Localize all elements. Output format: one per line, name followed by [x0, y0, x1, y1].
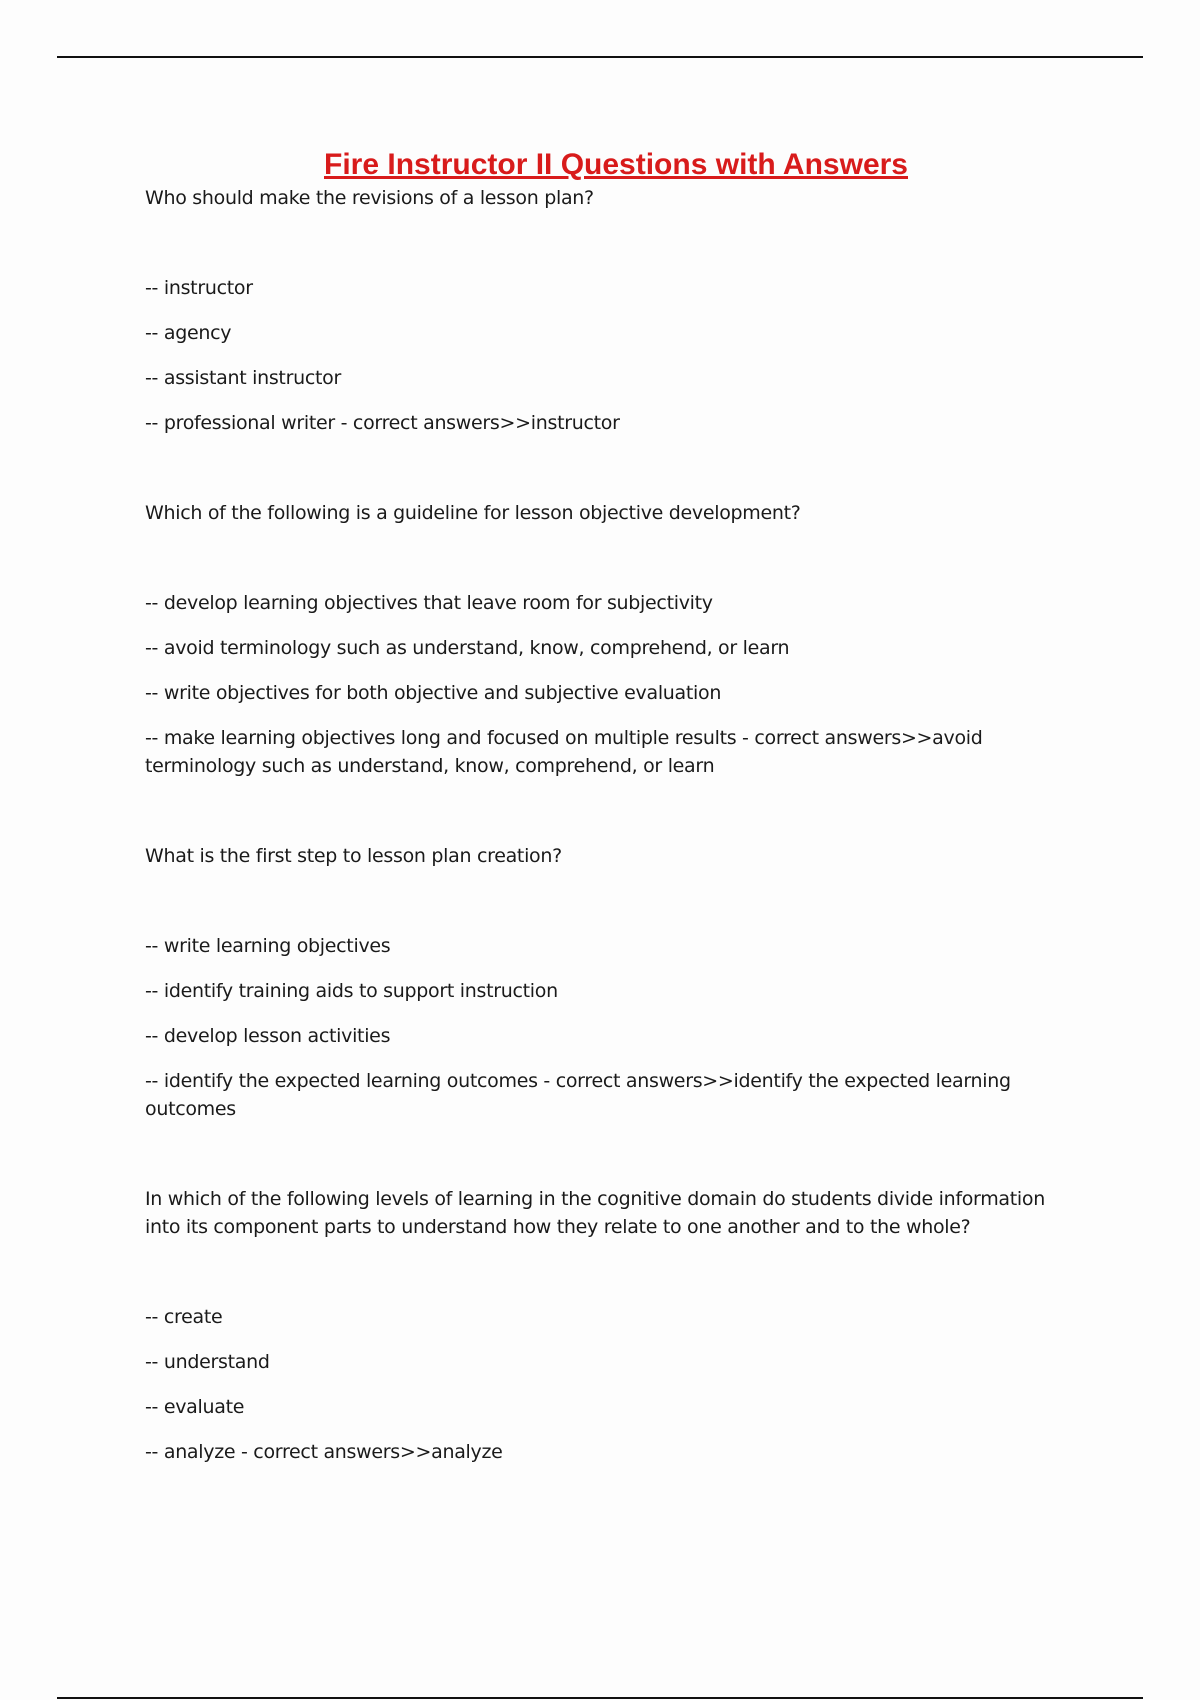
- answer-option: -- develop learning objectives that leave room for subjectivity: [145, 592, 713, 614]
- question-block-2: [145, 499, 1085, 780]
- answer-option-with-correct-answer: -- analyze - correct answers>>analyze: [145, 1441, 503, 1463]
- footer-rule: [57, 1697, 1143, 1699]
- document-body: [145, 184, 1085, 1528]
- answer-option: -- develop lesson activities: [145, 1025, 391, 1047]
- answer-option: -- avoid terminology such as understand, know, comprehend, or learn: [145, 637, 790, 659]
- question-block-3: [145, 842, 1085, 1123]
- question-block-1: [145, 184, 1085, 437]
- answer-option: -- create: [145, 1306, 223, 1328]
- answer-option-with-correct-answer: -- identify the expected learning outcomes - correct answers>>identify the expected learning outcomes: [145, 1070, 1011, 1120]
- document-title: Fire Instructor II Questions with Answers: [324, 148, 908, 181]
- answer-option: -- instructor: [145, 277, 253, 299]
- answer-option: -- evaluate: [145, 1396, 245, 1418]
- answer-option: -- write learning objectives: [145, 935, 391, 957]
- answer-option: -- understand: [145, 1351, 270, 1373]
- answer-option-with-correct-answer: -- make learning objectives long and focused on multiple results - correct answers>>avoid terminology such as understand, know, comprehend, or learn: [145, 727, 983, 777]
- answer-option: -- assistant instructor: [145, 367, 341, 389]
- answer-option: -- write objectives for both objective and subjective evaluation: [145, 682, 722, 704]
- question-text: What is the first step to lesson plan creation?: [145, 845, 562, 867]
- answer-option: -- identify training aids to support instruction: [145, 980, 558, 1002]
- header-rule: [57, 56, 1143, 58]
- question-text: In which of the following levels of learning in the cognitive domain do students divide information into its component parts to understand how they relate to one another and to the whole?: [145, 1188, 1045, 1238]
- answer-option-with-correct-answer: -- professional writer - correct answers>>instructor: [145, 412, 620, 434]
- question-block-4: [145, 1185, 1085, 1466]
- answer-option: -- agency: [145, 322, 232, 344]
- question-text: Which of the following is a guideline for lesson objective development?: [145, 502, 801, 524]
- question-text: Who should make the revisions of a lesson plan?: [145, 187, 594, 209]
